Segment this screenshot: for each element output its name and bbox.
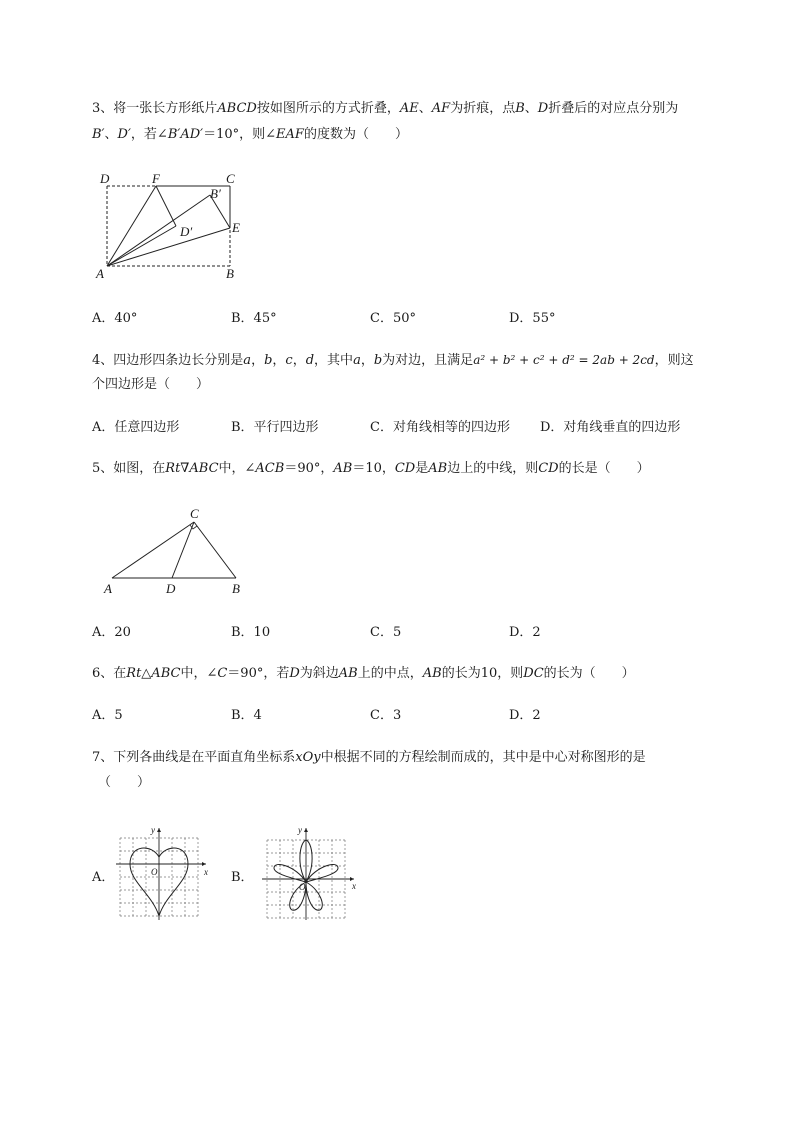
q3-label-D: D — [100, 171, 110, 186]
q5-label-B: B — [232, 581, 240, 596]
q5-label-A: A — [104, 581, 112, 596]
q3-label-C: C — [226, 171, 235, 186]
q3-option-a[interactable]: A．40° — [92, 311, 138, 326]
q7-line2: （ ） — [98, 775, 151, 790]
q5-option-a[interactable]: A．20 — [92, 625, 131, 640]
q5-label-C: C — [190, 506, 199, 521]
q3-label-A: A — [96, 266, 104, 281]
q3-option-d[interactable]: D．55° — [509, 311, 556, 326]
q6-option-b[interactable]: B．4 — [231, 708, 262, 723]
q7-a-x-label: x — [204, 867, 208, 877]
q3-label-Dprime: D′ — [180, 224, 193, 239]
q7-b-origin-label: O — [299, 882, 306, 892]
q5-line1: 5、如图，在Rt∇ABC中，∠ACB＝90°，AB＝10，CD是AB边上的中线，则CD的长是（ ） — [92, 461, 650, 476]
q5-option-c[interactable]: C．5 — [370, 625, 402, 640]
q3-label-Bprime: B′ — [210, 186, 221, 201]
q7-graph-b-flower[interactable] — [262, 824, 362, 920]
q6-line1: 6、在Rt△ABC中，∠C＝90°，若D为斜边AB上的中点，AB的长为10，则DC的长为（ ） — [92, 666, 635, 681]
q3-folding-figure — [90, 168, 260, 286]
q7-a-y-label: y — [151, 825, 155, 835]
q4-line2: 个四边形是（ ） — [92, 377, 210, 392]
q5-triangle-figure — [100, 505, 250, 597]
q3-option-c[interactable]: C．50° — [370, 311, 416, 326]
q3-label-B: B — [226, 266, 234, 281]
q4-line1: 4、四边形四条边长分别是a，b，c，d，其中a，b为对边，且满足a² + b² + c² + d² = 2ab + 2cd，则这 — [92, 353, 694, 368]
q7-option-a[interactable]: A． — [92, 870, 115, 885]
q3-line2: B′、D′，若∠B′AD′＝10°，则∠EAF的度数为（ ） — [92, 127, 408, 142]
q7-option-b[interactable]: B． — [231, 870, 254, 885]
q7-line1: 7、下列各曲线是在平面直角坐标系xOy中根据不同的方程绘制而成的，其中是中心对称图形的是 — [92, 750, 646, 765]
q5-option-b[interactable]: B．10 — [231, 625, 271, 640]
q4-option-b[interactable]: B．平行四边形 — [231, 420, 319, 435]
q3-line1: 3、将一张长方形纸片ABCD按如图所示的方式折叠，AE、AF为折痕，点B、D折叠后的对应点分别为 — [92, 101, 679, 116]
q5-label-D: D — [166, 581, 176, 596]
q7-a-origin-label: O — [151, 867, 158, 877]
q4-equation: a² + b² + c² + d² = 2ab + 2cd — [473, 353, 655, 367]
q4-option-a[interactable]: A．任意四边形 — [92, 420, 180, 435]
q7-graph-a-heart[interactable] — [116, 824, 216, 920]
q4-option-c[interactable]: C．对角线相等的四边形 — [370, 420, 510, 435]
q3-label-F: F — [152, 171, 160, 186]
q3-option-b[interactable]: B．45° — [231, 311, 277, 326]
q4-option-d[interactable]: D．对角线垂直的四边形 — [540, 420, 681, 435]
q5-option-d[interactable]: D．2 — [509, 625, 541, 640]
q3-label-E: E — [232, 220, 240, 235]
q6-option-c[interactable]: C．3 — [370, 708, 402, 723]
q6-option-d[interactable]: D．2 — [509, 708, 541, 723]
q7-b-y-label: y — [298, 825, 302, 835]
q7-b-x-label: x — [352, 881, 356, 891]
q6-option-a[interactable]: A．5 — [92, 708, 123, 723]
